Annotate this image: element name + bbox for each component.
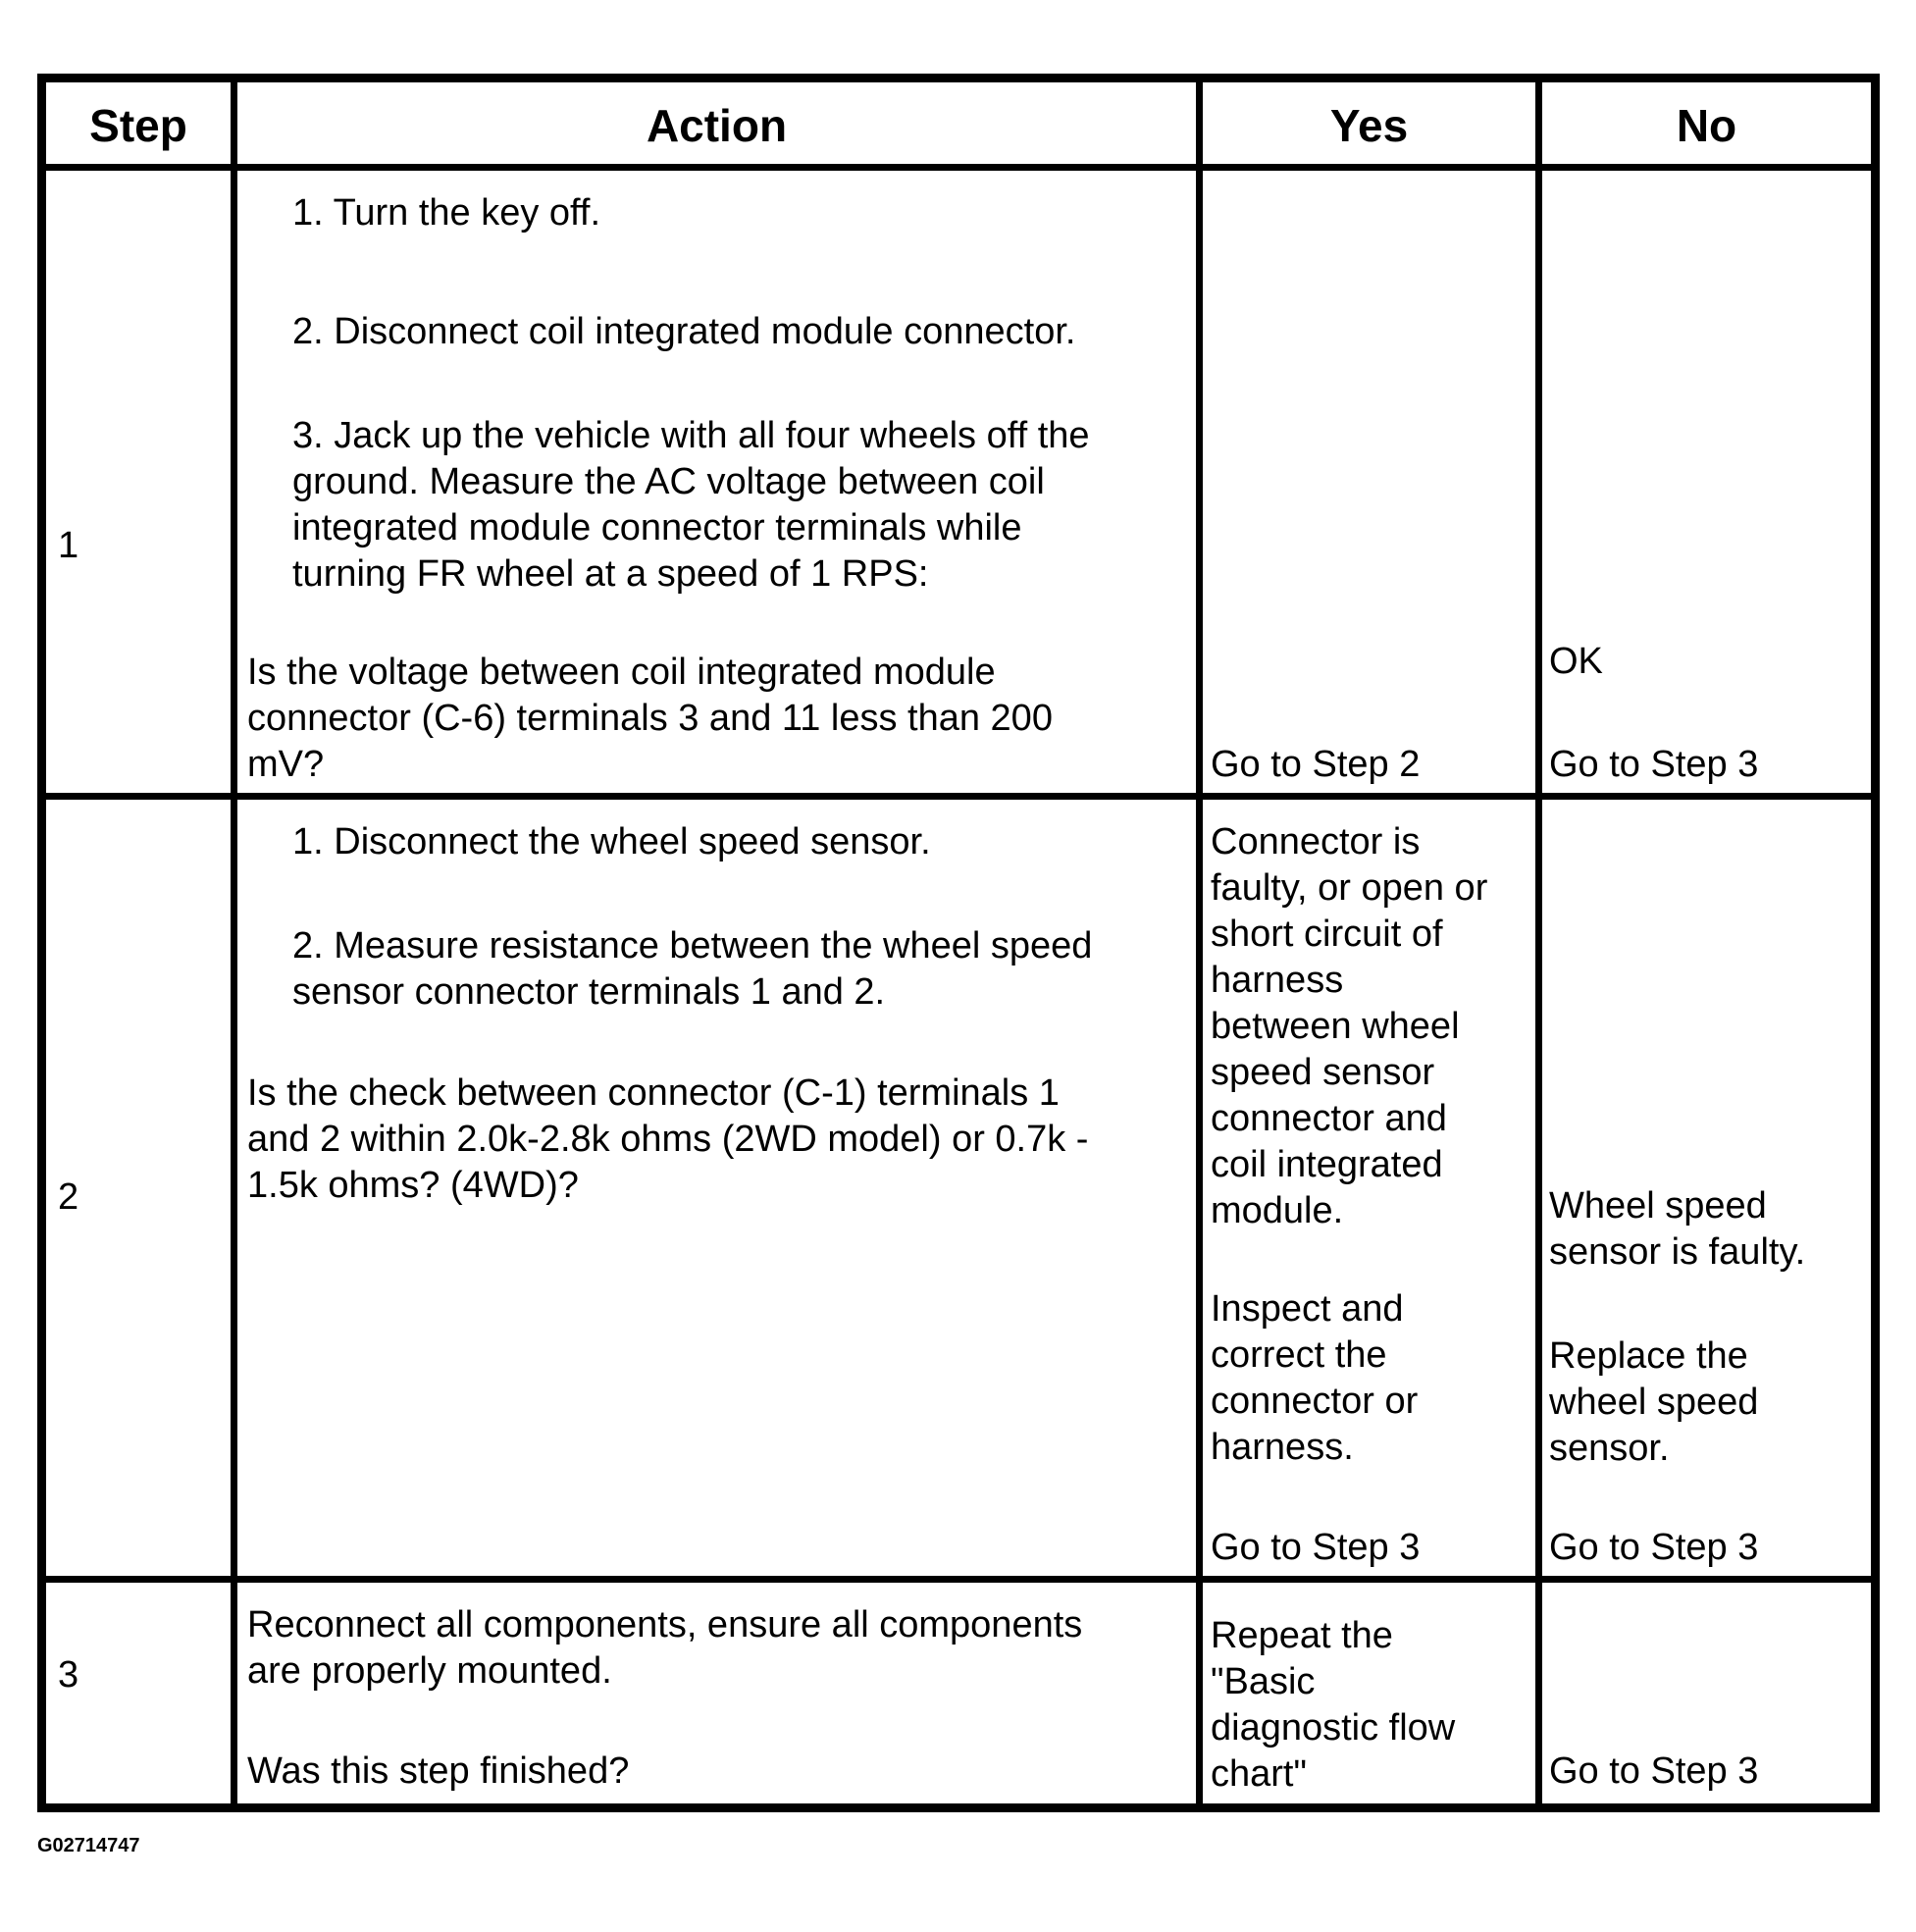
no-diagnosis: Wheel speed sensor is faulty.: [1549, 1185, 1806, 1273]
yes-goto: Go to Step 2: [1211, 744, 1421, 785]
header-yes: Yes: [1329, 100, 1409, 151]
action-question: Was this step finished?: [247, 1750, 630, 1792]
action-item: 1. Turn the key off.: [292, 192, 601, 234]
step-number: 3: [58, 1654, 79, 1696]
column-divider-1: [231, 82, 237, 1803]
header-no: No: [1676, 100, 1737, 151]
column-divider-2: [1196, 82, 1203, 1803]
yes-text: Repeat the "Basic diagnostic flow chart": [1211, 1615, 1456, 1795]
column-divider-3: [1535, 82, 1542, 1803]
no-status: OK: [1549, 641, 1603, 682]
diagnostic-table: [37, 74, 1880, 1812]
action-item: 1. Disconnect the wheel speed sensor.: [292, 821, 931, 862]
figure-id: G02714747: [37, 1835, 140, 1856]
action-item: 3. Jack up the vehicle with all four wheels off the ground. Measure the AC voltage between coil integrated module connector terminals while turning FR wheel at a speed of 1 RPS:: [292, 415, 1090, 595]
action-question: Is the voltage between coil integrated module connector (C-6) terminals 3 and 11 less than 200 mV?: [247, 652, 1053, 785]
action-instruction: Reconnect all components, ensure all components are properly mounted.: [247, 1604, 1083, 1692]
action-item: 2. Disconnect coil integrated module connector.: [292, 311, 1076, 352]
no-remedy: Replace the wheel speed sensor.: [1549, 1335, 1759, 1469]
row-divider-1: [46, 793, 1871, 800]
step-number: 1: [58, 525, 79, 566]
no-goto: Go to Step 3: [1549, 1750, 1759, 1792]
header-divider: [46, 164, 1871, 171]
yes-diagnosis: Connector is faulty, or open or short circuit of harness between wheel speed sensor connector and coil integrated module.: [1211, 821, 1488, 1231]
no-goto: Go to Step 3: [1549, 1527, 1759, 1568]
action-question: Is the check between connector (C-1) terminals 1 and 2 within 2.0k-2.8k ohms (2WD model) or 0.7k - 1.5k ohms? (4WD)?: [247, 1072, 1089, 1206]
header-step: Step: [89, 100, 187, 151]
yes-goto: Go to Step 3: [1211, 1527, 1421, 1568]
row-divider-2: [46, 1576, 1871, 1583]
step-number: 2: [58, 1176, 79, 1218]
yes-remedy: Inspect and correct the connector or harness.: [1211, 1288, 1419, 1468]
header-action: Action: [646, 100, 788, 151]
no-goto: Go to Step 3: [1549, 744, 1759, 785]
action-item: 2. Measure resistance between the wheel speed sensor connector terminals 1 and 2.: [292, 925, 1093, 1013]
